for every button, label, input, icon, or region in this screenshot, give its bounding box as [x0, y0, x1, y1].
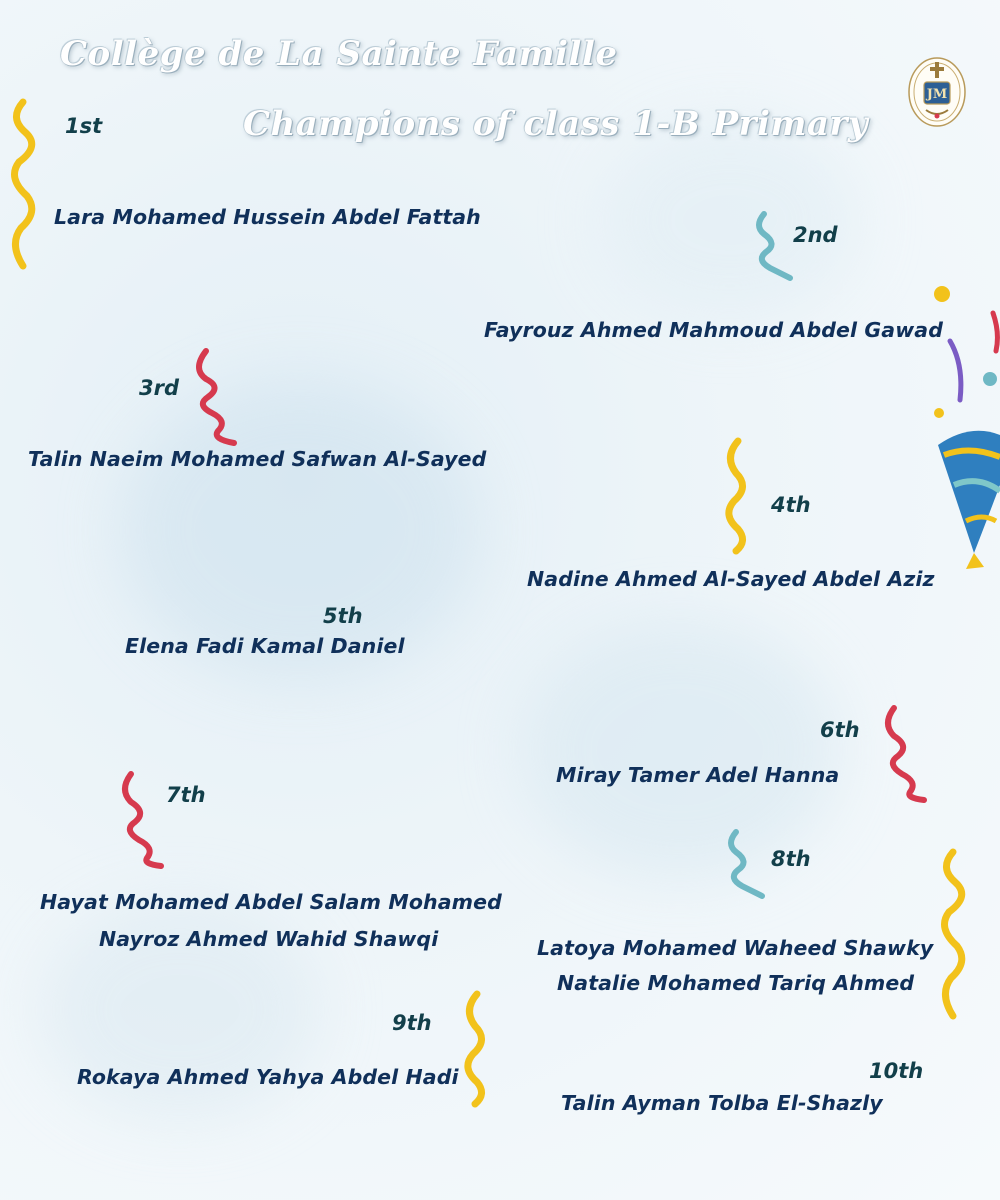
- teal-ribbon-icon: [752, 208, 796, 284]
- rank-label-10: 10th: [869, 1059, 924, 1083]
- rank-label-9: 9th: [392, 1011, 432, 1035]
- rank-label-5: 5th: [323, 604, 363, 628]
- school-title: Collège de La Sainte Famille: [60, 34, 618, 74]
- rank-label-6: 6th: [820, 718, 860, 742]
- champion-name: Rokaya Ahmed Yahya Abdel Hadi: [77, 1065, 459, 1089]
- champion-name: Talin Naeim Mohamed Safwan Al-Sayed: [28, 447, 487, 471]
- champion-name: Lara Mohamed Hussein Abdel Fattah: [54, 205, 481, 229]
- champion-name: Natalie Mohamed Tariq Ahmed: [557, 971, 915, 995]
- yellow-ribbon-icon: [718, 437, 758, 555]
- rank-label-2: 2nd: [793, 223, 838, 247]
- rank-label-3: 3rd: [139, 376, 180, 400]
- champion-name: Elena Fadi Kamal Daniel: [125, 634, 405, 658]
- rank-label-8: 8th: [771, 847, 811, 871]
- yellow-ribbon-icon: [457, 990, 497, 1108]
- yellow-ribbon-icon: [935, 848, 975, 1023]
- champion-name: Miray Tamer Adel Hanna: [556, 763, 840, 787]
- champion-name: Nadine Ahmed Al-Sayed Abdel Aziz: [527, 567, 935, 591]
- rank-label-1: 1st: [65, 114, 103, 138]
- champion-name: Hayat Mohamed Abdel Salam Mohamed: [40, 890, 502, 914]
- red-ribbon-icon: [880, 704, 930, 804]
- class-subtitle: Champions of class 1-B Primary: [243, 104, 869, 144]
- teal-ribbon-icon: [724, 826, 768, 902]
- red-ribbon-icon: [188, 347, 240, 447]
- red-ribbon-icon: [117, 770, 167, 870]
- svg-text:JM: JM: [926, 87, 948, 102]
- background-wash: [600, 120, 860, 320]
- champion-name: Talin Ayman Tolba El-Shazly: [561, 1091, 883, 1115]
- champion-name: Nayroz Ahmed Wahid Shawqi: [99, 927, 439, 951]
- rank-label-4: 4th: [771, 493, 811, 517]
- yellow-ribbon-icon: [5, 98, 45, 273]
- background-wash: [520, 620, 840, 880]
- champion-name: Latoya Mohamed Waheed Shawky: [537, 936, 934, 960]
- champion-name: Fayrouz Ahmed Mahmoud Abdel Gawad: [484, 318, 943, 342]
- school-crest-icon: [906, 52, 968, 130]
- rank-label-7: 7th: [166, 783, 206, 807]
